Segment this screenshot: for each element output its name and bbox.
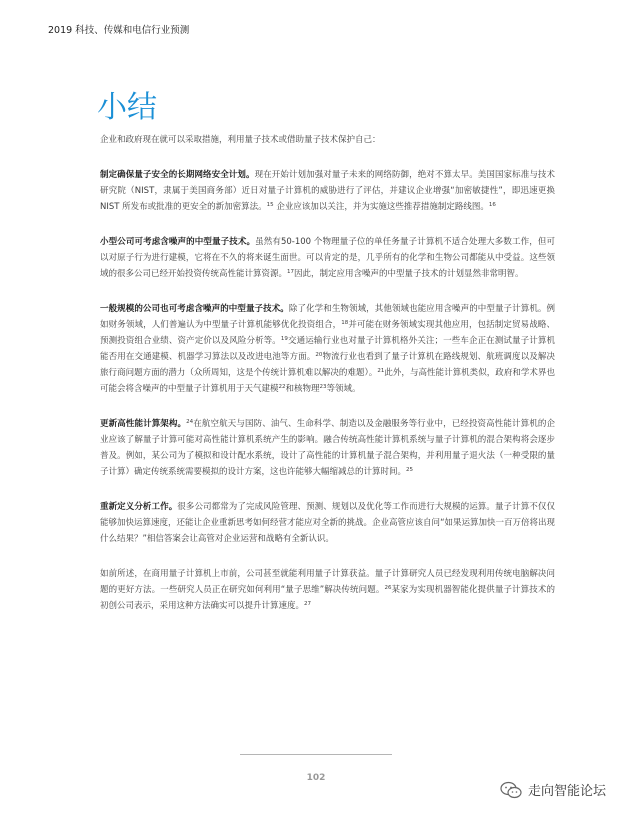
running-header: 2019 科技、传媒和电信行业预测 (48, 25, 190, 36)
paragraph-heading: 制定确保量子安全的长期网络安全计划。 (100, 170, 255, 180)
intro-paragraph: 企业和政府现在就可以采取措施，利用量子技术或借助量子技术保护自己： (100, 135, 381, 145)
paragraph-heading: 更新高性能计算架构。 (100, 419, 187, 429)
footnote-ref[interactable]: 16 (488, 202, 496, 208)
wechat-icon (500, 781, 522, 799)
paragraph-heading: 小型公司可考虑含噪声的中型量子技术。 (100, 237, 256, 247)
footnote-ref[interactable]: 19 (280, 336, 288, 342)
footnote-ref[interactable]: 22 (278, 384, 286, 390)
footnote-ref[interactable]: 26 (384, 585, 392, 591)
watermark (500, 780, 606, 799)
paragraph-heading: 一般规模的公司也可考虑含噪声的中型量子技术。 (100, 304, 289, 314)
footnote-ref[interactable]: 23 (319, 384, 327, 390)
page-title: 小结 (97, 90, 157, 125)
footnote-ref[interactable]: 18 (341, 320, 349, 326)
page-number: 102 (306, 773, 326, 783)
footer-divider (240, 754, 392, 755)
footnote-ref[interactable]: 25 (406, 467, 414, 473)
footnote-ref[interactable]: 21 (377, 368, 385, 374)
paragraph-heading: 重新定义分析工作。 (100, 502, 178, 512)
article-body (100, 132, 555, 614)
paragraph-small-companies: 小型公司可考虑含噪声的中型量子技术。虽然有50-100 个物理量子位的单任务量子计算机不适合处理大多数工作，但可以对原子行为进行建模，它将在不久的将来诞生面世。可以肯定的是，几乎所有的化学和生物公司都能从中受益。这些领域的很多公司已经开始投资传统高性能计算资源。$^{17}$因此，制定应用含噪声的中型量子技术的计划显然非常明智。 (100, 237, 555, 279)
paragraph-hpc-architecture: 更新高性能计算架构。$^{24}$在航空航天与国防、油气、生命科学、制造以及金融服务等行业中，已经投资高性能计算机的企业应该了解量子计算可能对高性能计算机系统产生的影响。融合传统高性能计算机系统与量子计算机的混合架构将会逐步普及。例如，某公司为了模拟和设计配水系统，设计了高性能的计算机量子混合架构，并利用量子退火法（一种受限的量子计算）确定传统系统需要模拟的设计方案，这也许能够大幅缩减总的计算时间。$^{25}$ (100, 419, 555, 477)
footnote-ref[interactable]: 24 (186, 419, 194, 425)
paragraph-cybersecurity: 制定确保量子安全的长期网络安全计划。现在开始计划加强对量子未来的网络防御，绝对不算太早。美国国家标准与技术研究院（NIST，隶属于美国商务部）近日对量子计算机的威胁进行了评估，并建议企业增强“加密敏捷性”，即迅速更换 NIST 所发布或批准的更安全的新加密算法。$^{15}$ 企业应该加以关注，并为实施这些推荐措施制定路线图。$^{16}$ (100, 170, 555, 212)
footnote-ref[interactable]: 17 (287, 269, 295, 275)
paragraph-closing: 如前所述，在商用量子计算机上市前，公司甚至就能利用量子计算获益。量子计算研究人员已经发现利用传统电脑解决问题的更好方法。一些研究人员正在研究如何利用“量子思维”解决传统问题。$^{26}$某家为实现机器智能化提供量子计算技术的初创公司表示，采用这种方法确实可以提升计算速度。$^{27}$ (100, 569, 555, 611)
paragraph-analytics: 重新定义分析工作。很多公司都常为了完成风险管理、预测、规划以及优化等工作而进行大规模的运算。量子计算不仅仅能够加快运算速度，还能让企业重新思考如何经营才能应对全新的挑战。企业高管应该自问“如果运算加快一百万倍将出现什么结果？”相信答案会让高管对企业运营和战略有全新认识。 (100, 502, 555, 544)
footnote-ref[interactable]: 20 (315, 352, 323, 358)
footnote-ref[interactable]: 27 (304, 601, 312, 607)
watermark-text: 走向智能论坛 (527, 784, 606, 799)
footnote-ref[interactable]: 15 (266, 202, 274, 208)
paragraph-mid-companies: 一般规模的公司也可考虑含噪声的中型量子技术。除了化学和生物领域，其他领域也能应用含噪声的中型量子计算机。例如财务领域，人们普遍认为中型量子计算机能够优化投资组合，$^{18}$并可能在财务领域实现其他应用，包括制定贸易战略、预测投资组合业绩、资产定价以及风险分析等。$^{19}$交通运输行业也对量子计算机格外关注；一些车企正在测试量子计算机能否用在交通建模、机器学习算法以及改进电池等方面。$^{20}$物流行业也看到了量子计算机在路线规划、航班调度以及解决旅行商问题方面的潜力（众所周知，这是个传统计算机难以解决的难题）。$^{21}$此外，与高性能计算机类似，政府和学术界也可能会将含噪声的中型量子计算机用于天气建模$^{22}$和核物理$^{23}$等领域。 (100, 304, 555, 394)
